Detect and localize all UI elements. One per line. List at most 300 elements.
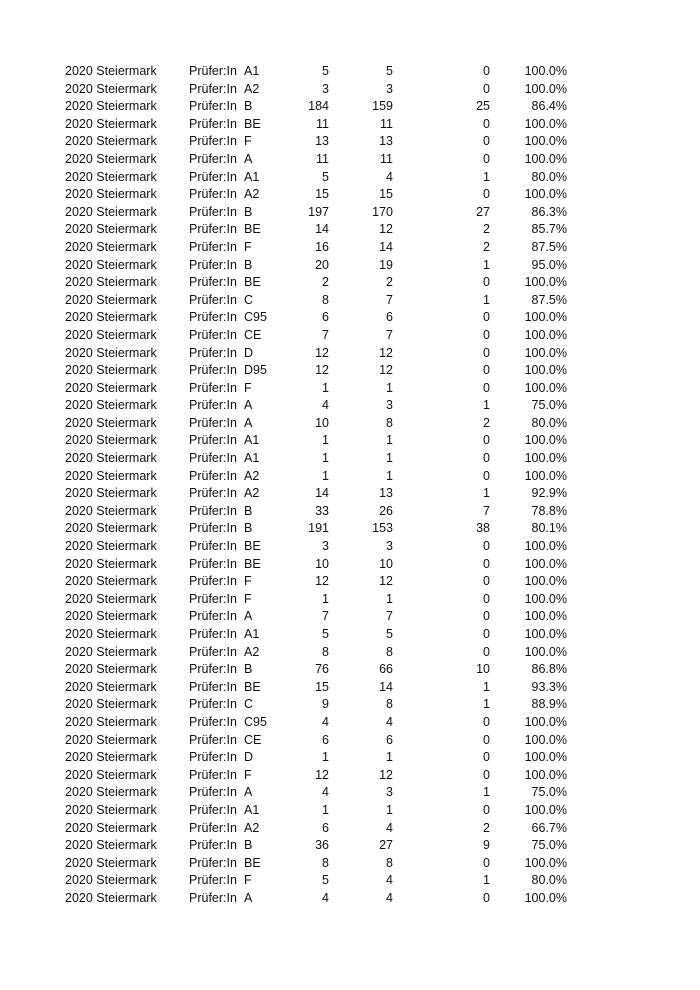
table-row xyxy=(0,169,700,187)
cell-pass-rate: 86.8% xyxy=(531,662,567,677)
cell-failed: 27 xyxy=(476,204,490,219)
cell-pass-rate: 100.0% xyxy=(524,345,567,360)
cell-failed: 0 xyxy=(483,363,490,378)
cell-total: 11 xyxy=(316,116,329,131)
cell-passed: 170 xyxy=(372,204,393,219)
cell-role: Prüfer:In xyxy=(189,327,237,342)
cell-passed: 8 xyxy=(386,697,393,712)
cell-role: Prüfer:In xyxy=(189,785,237,800)
cell-role: Prüfer:In xyxy=(189,468,237,483)
cell-total: 2 xyxy=(322,275,329,290)
cell-license-class: A xyxy=(244,398,253,413)
table-row xyxy=(0,345,700,363)
cell-passed: 14 xyxy=(379,239,393,254)
cell-pass-rate: 80.1% xyxy=(531,521,567,536)
cell-total: 197 xyxy=(308,204,329,219)
cell-total: 5 xyxy=(322,64,329,78)
cell-failed: 25 xyxy=(476,99,490,114)
cell-pass-rate: 86.3% xyxy=(531,204,567,219)
cell-pass-rate: 88.9% xyxy=(531,697,567,712)
cell-failed: 0 xyxy=(483,433,490,448)
cell-passed: 12 xyxy=(379,222,393,237)
cell-role: Prüfer:In xyxy=(189,169,237,184)
cell-region-year: 2020 Steiermark xyxy=(65,204,157,219)
cell-region-year: 2020 Steiermark xyxy=(65,292,157,307)
cell-passed: 66 xyxy=(379,662,393,677)
cell-passed: 153 xyxy=(372,521,393,536)
cell-role: Prüfer:In xyxy=(189,574,237,589)
table-row xyxy=(0,133,700,151)
cell-pass-rate: 100.0% xyxy=(524,81,567,96)
cell-pass-rate: 87.5% xyxy=(531,239,567,254)
cell-total: 9 xyxy=(322,697,329,712)
table-row xyxy=(0,714,700,732)
table-row xyxy=(0,204,700,222)
table-row xyxy=(0,257,700,275)
cell-region-year: 2020 Steiermark xyxy=(65,750,157,765)
cell-failed: 10 xyxy=(476,662,490,677)
cell-total: 4 xyxy=(322,714,329,729)
cell-failed: 7 xyxy=(483,503,490,518)
cell-region-year: 2020 Steiermark xyxy=(65,802,157,817)
cell-region-year: 2020 Steiermark xyxy=(65,81,157,96)
cell-passed: 1 xyxy=(386,380,393,395)
cell-license-class: CE xyxy=(244,732,262,747)
cell-region-year: 2020 Steiermark xyxy=(65,767,157,782)
cell-region-year: 2020 Steiermark xyxy=(65,451,157,466)
table-row xyxy=(0,591,700,609)
cell-passed: 12 xyxy=(379,767,393,782)
cell-passed: 7 xyxy=(386,292,393,307)
table-row xyxy=(0,661,700,679)
cell-total: 12 xyxy=(315,767,329,782)
cell-license-class: F xyxy=(244,591,252,606)
cell-region-year: 2020 Steiermark xyxy=(65,257,157,272)
cell-pass-rate: 93.3% xyxy=(531,679,567,694)
table-row xyxy=(0,784,700,802)
cell-pass-rate: 100.0% xyxy=(524,327,567,342)
cell-license-class: A xyxy=(244,415,253,430)
cell-role: Prüfer:In xyxy=(189,275,237,290)
cell-license-class: BE xyxy=(244,556,261,571)
cell-license-class: B xyxy=(244,257,253,272)
cell-license-class: C95 xyxy=(244,310,267,325)
cell-license-class: A2 xyxy=(244,81,260,96)
cell-pass-rate: 100.0% xyxy=(524,468,567,483)
table-row xyxy=(0,538,700,556)
cell-total: 15 xyxy=(315,187,329,202)
cell-role: Prüfer:In xyxy=(189,486,237,501)
cell-role: Prüfer:In xyxy=(189,99,237,114)
cell-passed: 27 xyxy=(379,838,393,853)
cell-pass-rate: 92.9% xyxy=(531,486,567,501)
cell-license-class: A xyxy=(244,151,253,166)
table-row xyxy=(0,679,700,697)
cell-license-class: A1 xyxy=(244,433,260,448)
cell-failed: 0 xyxy=(483,574,490,589)
cell-license-class: B xyxy=(244,662,253,677)
cell-total: 1 xyxy=(322,802,329,817)
cell-region-year: 2020 Steiermark xyxy=(65,486,157,501)
cell-failed: 0 xyxy=(483,609,490,624)
cell-failed: 0 xyxy=(483,64,490,78)
cell-failed: 1 xyxy=(483,486,490,501)
cell-passed: 7 xyxy=(386,609,393,624)
cell-region-year: 2020 Steiermark xyxy=(65,380,157,395)
table-row xyxy=(0,767,700,785)
cell-total: 1 xyxy=(322,750,329,765)
cell-role: Prüfer:In xyxy=(189,187,237,202)
table-row xyxy=(0,872,700,890)
cell-pass-rate: 75.0% xyxy=(531,838,567,853)
cell-failed: 1 xyxy=(483,398,490,413)
cell-pass-rate: 75.0% xyxy=(531,785,567,800)
cell-total: 1 xyxy=(322,433,329,448)
cell-passed: 6 xyxy=(386,310,393,325)
cell-region-year: 2020 Steiermark xyxy=(65,890,157,905)
cell-total: 1 xyxy=(322,591,329,606)
cell-pass-rate: 80.0% xyxy=(531,873,567,888)
cell-role: Prüfer:In xyxy=(189,398,237,413)
table-row xyxy=(0,520,700,538)
cell-pass-rate: 100.0% xyxy=(524,609,567,624)
table-row xyxy=(0,644,700,662)
table-row xyxy=(0,820,700,838)
cell-region-year: 2020 Steiermark xyxy=(65,521,157,536)
cell-pass-rate: 100.0% xyxy=(524,627,567,641)
cell-passed: 11 xyxy=(380,116,393,131)
cell-total: 15 xyxy=(315,679,329,694)
cell-license-class: F xyxy=(244,380,252,395)
table-row xyxy=(0,485,700,503)
table-row xyxy=(0,432,700,450)
cell-total: 7 xyxy=(322,609,329,624)
cell-passed: 3 xyxy=(386,539,393,554)
cell-failed: 0 xyxy=(483,767,490,782)
cell-passed: 13 xyxy=(379,486,393,501)
cell-region-year: 2020 Steiermark xyxy=(65,714,157,729)
cell-region-year: 2020 Steiermark xyxy=(65,398,157,413)
cell-total: 1 xyxy=(322,468,329,483)
table-row xyxy=(0,503,700,521)
cell-role: Prüfer:In xyxy=(189,204,237,219)
cell-failed: 9 xyxy=(483,838,490,853)
cell-license-class: B xyxy=(244,99,253,114)
cell-pass-rate: 100.0% xyxy=(524,855,567,870)
cell-region-year: 2020 Steiermark xyxy=(65,820,157,835)
cell-failed: 0 xyxy=(483,627,490,641)
cell-role: Prüfer:In xyxy=(189,521,237,536)
cell-role: Prüfer:In xyxy=(189,820,237,835)
cell-total: 5 xyxy=(322,169,329,184)
cell-passed: 19 xyxy=(379,257,393,272)
cell-license-class: F xyxy=(244,574,252,589)
cell-passed: 10 xyxy=(379,556,393,571)
cell-total: 20 xyxy=(315,257,329,272)
cell-pass-rate: 100.0% xyxy=(524,574,567,589)
cell-region-year: 2020 Steiermark xyxy=(65,345,157,360)
cell-license-class: BE xyxy=(244,116,261,131)
cell-pass-rate: 100.0% xyxy=(524,732,567,747)
cell-failed: 1 xyxy=(483,169,490,184)
cell-role: Prüfer:In xyxy=(189,750,237,765)
cell-region-year: 2020 Steiermark xyxy=(65,503,157,518)
table-row xyxy=(0,116,700,134)
cell-role: Prüfer:In xyxy=(189,855,237,870)
cell-pass-rate: 75.0% xyxy=(531,398,567,413)
cell-failed: 1 xyxy=(483,679,490,694)
cell-role: Prüfer:In xyxy=(189,451,237,466)
cell-region-year: 2020 Steiermark xyxy=(65,556,157,571)
table-row xyxy=(0,468,700,486)
cell-license-class: A1 xyxy=(244,451,260,466)
cell-license-class: C xyxy=(244,697,254,712)
cell-region-year: 2020 Steiermark xyxy=(65,732,157,747)
cell-total: 6 xyxy=(322,310,329,325)
cell-failed: 0 xyxy=(483,855,490,870)
cell-role: Prüfer:In xyxy=(189,539,237,554)
cell-total: 191 xyxy=(308,521,329,536)
cell-role: Prüfer:In xyxy=(189,116,237,131)
cell-region-year: 2020 Steiermark xyxy=(65,151,157,166)
cell-region-year: 2020 Steiermark xyxy=(65,327,157,342)
cell-passed: 11 xyxy=(380,151,393,166)
cell-region-year: 2020 Steiermark xyxy=(65,785,157,800)
cell-passed: 1 xyxy=(386,750,393,765)
cell-failed: 1 xyxy=(483,697,490,712)
cell-license-class: A xyxy=(244,609,253,624)
cell-license-class: B xyxy=(244,838,253,853)
cell-pass-rate: 100.0% xyxy=(524,363,567,378)
cell-role: Prüfer:In xyxy=(189,732,237,747)
cell-passed: 4 xyxy=(386,714,393,729)
cell-region-year: 2020 Steiermark xyxy=(65,539,157,554)
cell-passed: 6 xyxy=(386,732,393,747)
cell-failed: 0 xyxy=(483,732,490,747)
cell-role: Prüfer:In xyxy=(189,64,237,78)
table-row xyxy=(0,380,700,398)
cell-pass-rate: 100.0% xyxy=(524,310,567,325)
cell-failed: 0 xyxy=(483,345,490,360)
table-row xyxy=(0,837,700,855)
cell-region-year: 2020 Steiermark xyxy=(65,697,157,712)
cell-pass-rate: 66.7% xyxy=(531,820,567,835)
cell-region-year: 2020 Steiermark xyxy=(65,468,157,483)
cell-total: 5 xyxy=(322,627,329,641)
cell-role: Prüfer:In xyxy=(189,679,237,694)
cell-region-year: 2020 Steiermark xyxy=(65,873,157,888)
cell-license-class: A xyxy=(244,785,253,800)
cell-pass-rate: 100.0% xyxy=(524,539,567,554)
cell-region-year: 2020 Steiermark xyxy=(65,415,157,430)
cell-role: Prüfer:In xyxy=(189,503,237,518)
table-row xyxy=(0,573,700,591)
cell-license-class: A2 xyxy=(244,187,260,202)
cell-region-year: 2020 Steiermark xyxy=(65,64,157,78)
cell-total: 13 xyxy=(315,134,329,149)
cell-total: 3 xyxy=(322,81,329,96)
cell-failed: 0 xyxy=(483,714,490,729)
cell-passed: 1 xyxy=(386,433,393,448)
cell-passed: 14 xyxy=(379,679,393,694)
cell-region-year: 2020 Steiermark xyxy=(65,855,157,870)
cell-total: 1 xyxy=(322,380,329,395)
cell-role: Prüfer:In xyxy=(189,380,237,395)
cell-total: 8 xyxy=(322,855,329,870)
cell-license-class: A2 xyxy=(244,468,260,483)
cell-passed: 26 xyxy=(379,503,393,518)
cell-region-year: 2020 Steiermark xyxy=(65,679,157,694)
cell-failed: 2 xyxy=(483,820,490,835)
cell-passed: 13 xyxy=(379,134,393,149)
cell-passed: 4 xyxy=(386,873,393,888)
table-row xyxy=(0,802,700,820)
cell-pass-rate: 100.0% xyxy=(524,380,567,395)
table-row xyxy=(0,239,700,257)
cell-failed: 0 xyxy=(483,310,490,325)
cell-pass-rate: 100.0% xyxy=(524,151,567,166)
cell-total: 6 xyxy=(322,732,329,747)
cell-total: 3 xyxy=(322,539,329,554)
table-row xyxy=(0,151,700,169)
cell-license-class: D xyxy=(244,750,254,765)
cell-failed: 0 xyxy=(483,539,490,554)
cell-total: 76 xyxy=(315,662,329,677)
table-row xyxy=(0,309,700,327)
cell-total: 11 xyxy=(316,151,329,166)
cell-pass-rate: 100.0% xyxy=(524,890,567,905)
cell-passed: 3 xyxy=(386,398,393,413)
cell-role: Prüfer:In xyxy=(189,556,237,571)
cell-total: 16 xyxy=(315,239,329,254)
cell-failed: 0 xyxy=(483,134,490,149)
cell-failed: 0 xyxy=(483,750,490,765)
cell-total: 10 xyxy=(315,556,329,571)
cell-region-year: 2020 Steiermark xyxy=(65,363,157,378)
cell-failed: 38 xyxy=(476,521,490,536)
table-row xyxy=(0,98,700,116)
cell-role: Prüfer:In xyxy=(189,838,237,853)
cell-failed: 1 xyxy=(483,257,490,272)
table-row xyxy=(0,890,700,908)
cell-passed: 2 xyxy=(386,275,393,290)
cell-pass-rate: 80.0% xyxy=(531,415,567,430)
cell-license-class: BE xyxy=(244,539,261,554)
cell-pass-rate: 100.0% xyxy=(524,134,567,149)
cell-region-year: 2020 Steiermark xyxy=(65,838,157,853)
cell-region-year: 2020 Steiermark xyxy=(65,187,157,202)
cell-passed: 3 xyxy=(386,81,393,96)
cell-failed: 1 xyxy=(483,873,490,888)
cell-region-year: 2020 Steiermark xyxy=(65,644,157,659)
cell-license-class: A xyxy=(244,890,253,905)
cell-passed: 4 xyxy=(386,169,393,184)
cell-failed: 0 xyxy=(483,151,490,166)
cell-total: 8 xyxy=(322,644,329,659)
table-row xyxy=(0,732,700,750)
cell-pass-rate: 100.0% xyxy=(524,64,567,78)
cell-region-year: 2020 Steiermark xyxy=(65,591,157,606)
cell-pass-rate: 100.0% xyxy=(524,275,567,290)
cell-total: 5 xyxy=(322,873,329,888)
cell-pass-rate: 85.7% xyxy=(531,222,567,237)
cell-passed: 1 xyxy=(386,802,393,817)
cell-license-class: F xyxy=(244,134,252,149)
cell-license-class: D95 xyxy=(244,363,267,378)
cell-license-class: CE xyxy=(244,327,262,342)
table-row xyxy=(0,221,700,239)
cell-passed: 5 xyxy=(386,64,393,78)
cell-role: Prüfer:In xyxy=(189,627,237,641)
cell-role: Prüfer:In xyxy=(189,873,237,888)
cell-role: Prüfer:In xyxy=(189,609,237,624)
cell-license-class: C xyxy=(244,292,254,307)
cell-failed: 0 xyxy=(483,380,490,395)
cell-pass-rate: 100.0% xyxy=(524,116,567,131)
cell-failed: 1 xyxy=(483,785,490,800)
cell-license-class: BE xyxy=(244,222,261,237)
cell-passed: 8 xyxy=(386,644,393,659)
cell-failed: 0 xyxy=(483,591,490,606)
table-row xyxy=(0,327,700,345)
cell-passed: 12 xyxy=(379,363,393,378)
table-row xyxy=(0,274,700,292)
cell-license-class: A2 xyxy=(244,486,260,501)
cell-pass-rate: 100.0% xyxy=(524,591,567,606)
cell-pass-rate: 100.0% xyxy=(524,714,567,729)
cell-failed: 0 xyxy=(483,556,490,571)
cell-region-year: 2020 Steiermark xyxy=(65,574,157,589)
cell-total: 4 xyxy=(322,785,329,800)
cell-role: Prüfer:In xyxy=(189,890,237,905)
table-row xyxy=(0,81,700,99)
cell-license-class: B xyxy=(244,503,253,518)
cell-region-year: 2020 Steiermark xyxy=(65,116,157,131)
cell-role: Prüfer:In xyxy=(189,433,237,448)
cell-license-class: A1 xyxy=(244,169,260,184)
cell-failed: 0 xyxy=(483,187,490,202)
cell-pass-rate: 100.0% xyxy=(524,556,567,571)
cell-role: Prüfer:In xyxy=(189,363,237,378)
cell-pass-rate: 100.0% xyxy=(524,802,567,817)
cell-passed: 7 xyxy=(386,327,393,342)
cell-pass-rate: 80.0% xyxy=(531,169,567,184)
cell-passed: 8 xyxy=(386,855,393,870)
cell-passed: 1 xyxy=(386,591,393,606)
cell-region-year: 2020 Steiermark xyxy=(65,134,157,149)
cell-role: Prüfer:In xyxy=(189,591,237,606)
cell-total: 33 xyxy=(315,503,329,518)
cell-pass-rate: 87.5% xyxy=(531,292,567,307)
cell-failed: 0 xyxy=(483,81,490,96)
cell-region-year: 2020 Steiermark xyxy=(65,222,157,237)
cell-region-year: 2020 Steiermark xyxy=(65,239,157,254)
cell-role: Prüfer:In xyxy=(189,697,237,712)
cell-region-year: 2020 Steiermark xyxy=(65,627,157,641)
cell-pass-rate: 100.0% xyxy=(524,187,567,202)
cell-license-class: B xyxy=(244,521,253,536)
cell-passed: 4 xyxy=(386,890,393,905)
cell-total: 4 xyxy=(322,398,329,413)
cell-total: 10 xyxy=(315,415,329,430)
cell-license-class: A1 xyxy=(244,627,260,641)
cell-role: Prüfer:In xyxy=(189,345,237,360)
table-row xyxy=(0,749,700,767)
cell-role: Prüfer:In xyxy=(189,767,237,782)
cell-license-class: F xyxy=(244,239,252,254)
cell-region-year: 2020 Steiermark xyxy=(65,310,157,325)
cell-failed: 2 xyxy=(483,415,490,430)
